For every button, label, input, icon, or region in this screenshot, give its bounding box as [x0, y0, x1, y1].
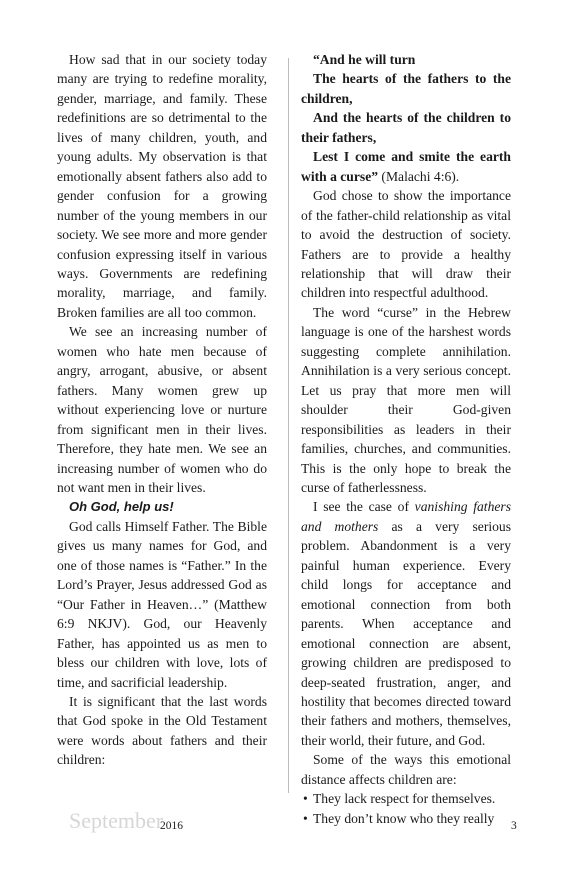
footer-year: 2016 — [160, 820, 183, 832]
paragraph: God calls Himself Father. The Bible gives us many names for God, and one of those names is “Father.” In the Lord’s Prayer, Jesus addressed God as “Our Father in Heaven…” (Matthew 6:9 NKJV). God, our Heavenly Father, has appointed us as men to bless our children with love, lots of time, and sacrificial leadership. — [57, 518, 267, 690]
footer-month-watermark: September — [69, 808, 164, 833]
paragraph — [301, 497, 511, 750]
scripture-reference: (Malachi 4:6). — [378, 168, 460, 184]
paragraph: We see an increasing number of women who hate men because of angry, arrogant, abusive, or absent fathers. Many women grew up without experiencing love or nurture from significant men in their lives. Therefore, they hate men. We see an increasing number of women who do not want men in their lives. — [57, 324, 267, 495]
exclamation-line: Oh God, help us! — [69, 499, 174, 515]
page-number: 3 — [511, 820, 517, 832]
paragraph: It is significant that the last words that God spoke in the Old Testament were words about fathers and their children: — [57, 693, 267, 768]
left-column — [57, 50, 267, 770]
emphasis-phrase: vanishing fathers and mothers — [301, 499, 511, 534]
scripture-line: The hearts of the fathers to the children, — [301, 71, 511, 106]
bullet-icon: • — [303, 810, 308, 826]
scripture-line-with-reference — [301, 147, 511, 186]
scripture-line: “And he will turn — [313, 52, 416, 67]
bullet-text: They lack respect for themselves. — [313, 791, 496, 807]
bullet-item — [301, 809, 511, 828]
column-divider — [288, 58, 289, 793]
scripture-text: Lest I come and smite the earth with a curse” — [301, 149, 511, 184]
paragraph: God chose to show the importance of the father-child relationship as vital to avoid the destruction of society. Fathers are to provide a healthy relationship that will draw their children into respectful adulthood. — [301, 188, 511, 301]
scripture-line: And the hearts of the children to their fathers, — [301, 110, 511, 145]
bullet-icon: • — [303, 791, 308, 807]
bullet-item — [301, 789, 511, 808]
paragraph-start: I see the case of — [313, 499, 415, 515]
bullet-text: They don’t know who they really — [313, 810, 495, 826]
right-column — [301, 50, 511, 828]
paragraph: Some of the ways this emotional distance affects children are: — [301, 752, 511, 787]
paragraph: How sad that in our society today many are trying to redefine morality, gender, marriage, and family. These redefinitions are so detrimental to the lives of many children, youth, and young adults. My observation is that emotionally absent fathers also add to gender confusion for a growing number of the young members in our society. We see more and more gender confusion expressing itself in various ways. Governments are redefining morality, marriage, and family. Broken families are all too common. — [57, 52, 267, 320]
paragraph-rest: as a very serious problem. Abandonment is a very painful human experience. Every child longs for acceptance and emotional connection from both parents. When acceptance and emotional connection are absent, growing children are predisposed to deep-seated frustration, anger, and hostility that becomes directed toward their fathers and mothers, themselves, their world, their future, and God. — [301, 518, 512, 748]
paragraph: The word “curse” in the Hebrew language is one of the harshest words suggesting complete annihilation. Annihilation is a very serious concept. Let us pray that more men will shoulder their God-given responsibilities as leaders in their families, churches, and communities. This is the only hope to break the curse of fatherlessness. — [301, 304, 511, 495]
